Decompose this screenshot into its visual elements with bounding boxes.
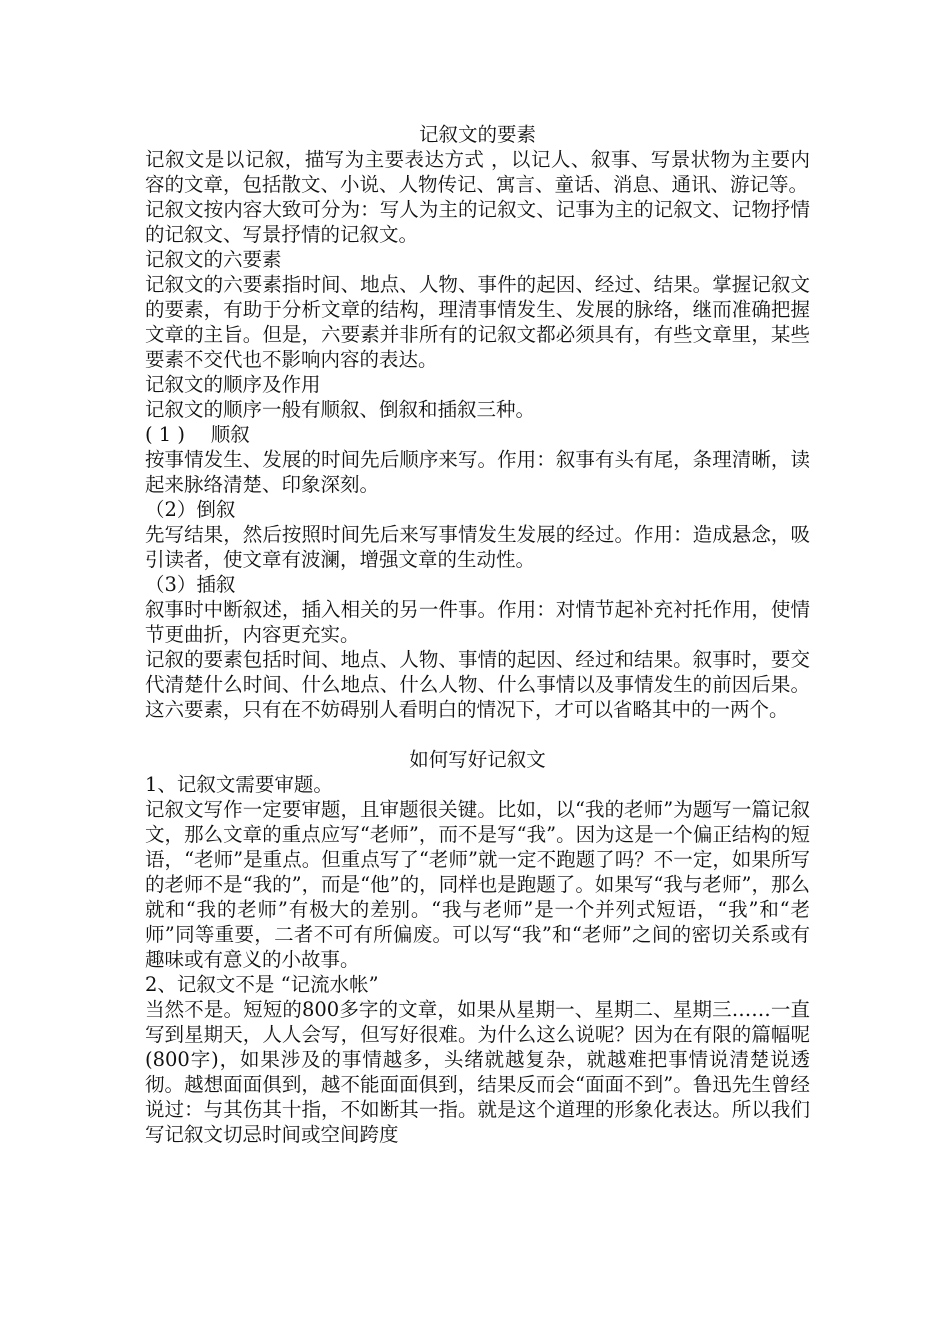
paragraph-interpolation: 叙事时中断叙述，插入相关的另一件事。作用：对情节起补充衬托作用，使情节更曲折，内容更充实。 bbox=[145, 598, 810, 646]
paragraph-definition: 记叙文是以记叙，描写为主要表达方式 ，以记人、叙事、写景状物为主要内容的文章，包括散文、小说、人物传记、寓言、童话、消息、通讯、游记等。 bbox=[145, 148, 810, 196]
item-chronological: ( 1 ) 顺叙 bbox=[145, 423, 250, 446]
page-title: 记叙文的要素 bbox=[418, 123, 536, 146]
heading-order: 记叙文的顺序及作用 bbox=[145, 373, 321, 396]
paragraph-categories: 记叙文按内容大致可分为：写人为主的记叙文、记事为主的记叙文、记物抒情的记叙文、写景抒情的记叙文。 bbox=[145, 198, 810, 246]
paragraph-six-elements: 记叙文的六要素指时间、地点、人物、事件的起因、经过、结果。掌握记叙文的要素，有助于分析文章的结构，理清事情发生、发展的脉络，继而准确把握文章的主旨。但是，六要素并非所有的记叙文都必须具有，有些文章里，某些要素不交代也不影响内容的表达。 bbox=[145, 273, 810, 371]
item-interpolation: （3）插叙 bbox=[145, 573, 236, 596]
paragraph-not-flow: 当然不是。短短的800多字的文章，如果从星期一、星期二、星期三……一直写到星期天，人人会写，但写好很难。为什么这么说呢？因为在有限的篇幅呢(800字)，如果涉及的事情越多，头绪就越复杂，就越难把事情说清楚说透彻。越想面面俱到，越不能面面俱到，结果反而会“面面不到”。鲁迅先生曾经说过：与其伤其十指，不如断其一指。就是这个道理的形象化表达。所以我们写记叙文切忌时间或空间跨度 bbox=[145, 998, 810, 1146]
paragraph-elements-summary: 记叙的要素包括时间、地点、人物、事情的起因、经过和结果。叙事时，要交代清楚什么时间、什么地点、什么人物、什么事情以及事情发生的前因后果。这六要素，只有在不妨碍别人看明白的情况下，才可以省略其中的一两个。 bbox=[145, 648, 810, 721]
item-flashback: （2）倒叙 bbox=[145, 498, 236, 521]
paragraph-flashback: 先写结果，然后按照时间先后来写事情发生发展的经过。作用：造成悬念，吸引读者，使文章有波澜，增强文章的生动性。 bbox=[145, 523, 810, 571]
heading-six-elements: 记叙文的六要素 bbox=[145, 248, 282, 271]
subheading-not-flow: 2、记叙文不是 “记流水帐” bbox=[145, 973, 379, 996]
paragraph-order: 记叙文的顺序一般有顺叙、倒叙和插叙三种。 bbox=[145, 398, 536, 421]
subheading-topic: 1、记叙文需要审题。 bbox=[145, 773, 333, 796]
section-title: 如何写好记叙文 bbox=[409, 748, 546, 771]
document-page bbox=[145, 122, 810, 1147]
paragraph-topic: 记叙文写作一定要审题，且审题很关键。比如，以“我的老师”为题写一篇记叙文，那么文章的重点应写“老师”，而不是写“我”。因为这是一个偏正结构的短语，“老师”是重点。但重点写了“老师”就一定不跑题了吗？不一定，如果所写的老师不是“我的”，而是“他”的，同样也是跑题了。如果写“我与老师”，那么就和“我的老师”有极大的差别。“我与老师”是一个并列式短语，“我”和“老师”同等重要，二者不可有所偏废。可以写“我”和“老师”之间的密切关系或有趣味或有意义的小故事。 bbox=[145, 798, 810, 971]
paragraph-chronological: 按事情发生、发展的时间先后顺序来写。作用：叙事有头有尾，条理清晰，读起来脉络清楚、印象深刻。 bbox=[145, 448, 810, 496]
